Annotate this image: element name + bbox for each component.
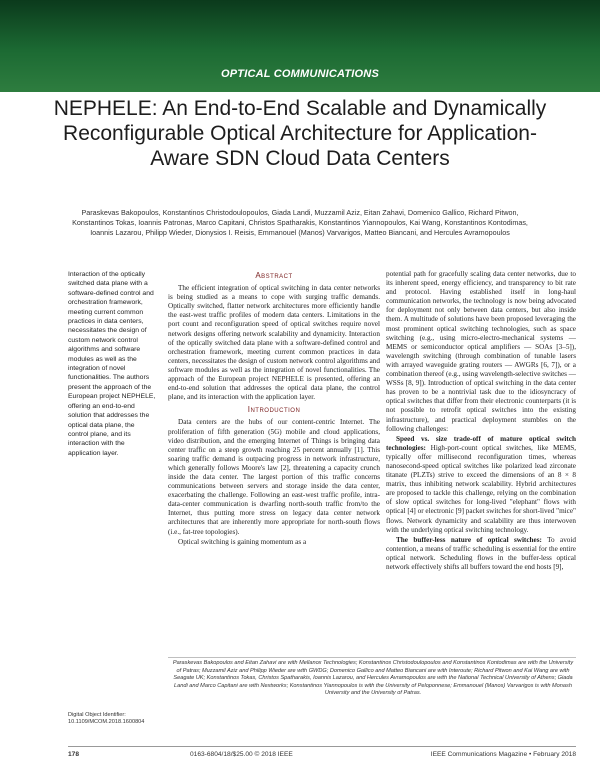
article-title: NEPHELE: An End-to-End Scalable and Dynamically Reconfigurable Optical Architecture for Application-Aware SDN Cloud Data Centers: [53, 97, 547, 170]
section-label: OPTICAL COMMUNICATIONS: [221, 68, 379, 80]
paragraph-3-lead: The buffer-less nature of optical switches:: [396, 535, 542, 544]
copyright-code: 0163-6804/18/$25.00 © 2018 IEEE: [190, 751, 293, 758]
introduction-heading: Introduction: [247, 405, 301, 415]
page-number: 178: [68, 751, 80, 758]
magazine-issue: IEEE Communications Magazine • February 2018: [430, 751, 576, 758]
paragraph-2-body: High-port-count optical switches, like MEMS, typically offer millisecond reconfiguration times, whereas nanosecond-speed optical switches like polarized lead zirconate titanate (PLZTs) strive to exceed the dimensions of an 8 × 8 matrix, thus inhibiting network scalability. Hybrid architectures are proposed to tackle this challenge, relying on the combination of slow optical switches for long-lived "elephant" flows with optical [4] or electronic [9] packet switches for short-lived "mice" flows. Network dynamicity and scalability are thus interwoven with the underlying optical switching technology.: [386, 443, 576, 534]
header-banner: [0, 0, 600, 92]
paragraph-3-body: To avoid contention, a means of traffic scheduling is essential for the entire optical network. Scheduling flows in the buffer-less optical network effectively shifts all buffers toward the end hosts [9],: [386, 535, 576, 571]
author-list: Paraskevas Bakopoulos, Konstantinos Christodoulopoulos, Giada Landi, Muzzamil Aziz, Eitan Zahavi, Domenico Gallico, Richard Pitwon, Konstantinos Tokas, Ioannis Patronas, Marco Capitani, Christos Spatharakis, Konstantinos Yiannopoulos, Kai Wang, Konstantinos Kontodimas, Ioannis Lazarou, Philipp Wieder, Dionysios I. Reisis, Emmanouel (Manos) Varvarigos, Matteo Biancani, and Hercules Avramopoulos: [72, 208, 528, 237]
doi-label: Digital Object Identifier:: [68, 712, 126, 718]
doi-value: 10.1109/MCOM.2018.1600804: [68, 719, 145, 726]
author-affiliations: Paraskevas Bakopoulos and Eitan Zahavi are with Mellanox Technologies; Konstantinos Christodoulopoulos and Konstantinos Kontodimas are with the University of Patras; Muzzamil Aziz and Philipp Wieder are with GWDG; Domenico Gallico and Matteo Biancani are with Interoute; Richard Pitwon and Kai Wang are with Seagate UK; Konstantinos Tokas, Christos Spatharakis, Ioannis Lazarou, and Hercules Avramopoulos are with the National Technical University of Athens; Giada Landi and Marco Capitani are with Nextworks; Konstantinos Yiannopoulos is with the University of Peloponnese; Emmanouel (Manos) Varvarigos is with Monash University and the University of Patras.: [172, 660, 574, 697]
column-left: [168, 268, 380, 548]
abstract-heading: Abstract: [255, 271, 293, 280]
doi-block: [68, 712, 168, 726]
column-right: [386, 270, 576, 573]
right-paragraph-3: [386, 536, 576, 572]
footer-rule: [68, 746, 576, 747]
sidebar-summary: Interaction of the optically switched data plane with a software-defined control and orchestration framework, meeting current common practices in data centers, necessitates the design of custom network control algorithms and software modules as well as the integration of novel functionalities. The authors present the approach of the European project NEPHELE, offering an end-to-end solution that addresses the optical data plane, the control plane, and its interaction with the application layer.: [68, 271, 156, 457]
paragraph-2-lead: Speed vs. size trade-off of mature optical switch technologies:: [386, 434, 576, 452]
intro-paragraph-1: Data centers are the hubs of our content-centric Internet. The proliferation of fifth generation (5G) mobile and cloud applications, video distribution, and the emerging Internet of Things is bringing data center traffic on a steep growth reaching 25 percent annually [1]. This soaring traffic demand is outpacing progress in network infrastructure, which generally follows Moore's law [2], threatening a capacity crunch inside the data center. The largest portion of this traffic concerns communications between servers and storage inside the data center, exacerbating the challenge. Following an east-west traffic profile, intra-data-center communication is dwarfing north-south traffic from/to the Internet, thus putting more stress on legacy data center network architectures that are inherently more appropriate for north-south flows (i.e., fat-tree topologies).: [168, 418, 380, 536]
intro-paragraph-2: Optical switching is gaining momentum as a: [178, 537, 307, 546]
right-paragraph-1: potential path for gracefully scaling data center networks, due to its inherent speed, energy efficiency, and transparency to bit rate and protocol. Having established itself in long-haul communication networks, the technology is now being advocated for deployment not only between data centers, but also inside them. A multitude of solutions have been proposed leveraging the most prominent optical switching technologies, such as space switching (e.g., using micro-electro-mechanical systems — MEMS or semiconductor optical amplifiers — SOAs [3–5]), wavelength switching (through combination of tunable lasers with arrayed waveguide grating routers — AWGRs [6, 7]), or a combination thereof (e.g., using wavelength-selective switches — WSSs [8, 9]). Introduction of optical switching in the data center has proven to be a nontrivial task due to the idiosyncracy of optical switches that differ from their electronic counterparts (it is not possible to retrofit optical switches into the existing infrastructure), and practical deployment stumbles on the following challenges:: [386, 270, 576, 433]
abstract-text: The efficient integration of optical switching in data center networks is being studied as a means to cope with surging traffic demands. Optically switched, flatter network architectures more efficiently handle the east-west traffic profiles of modern data centers. Limitations in the port count and reconfiguration speed of optical switches require novel network designs offering network scalability and dynamicity. Interaction of the optically switched data plane with a software-defined control and orchestration framework, meeting current common practices in data centers, necessitates the design of custom network control algorithms and software modules as well as the integration of novel functionalities. The approach of the European project NEPHELE is presented, offering an end-to-end solution that addresses the optical data plane, the control plane, and its interaction with the application layer.: [168, 284, 380, 402]
right-paragraph-2: [386, 435, 576, 535]
footnote-divider: [168, 657, 576, 658]
